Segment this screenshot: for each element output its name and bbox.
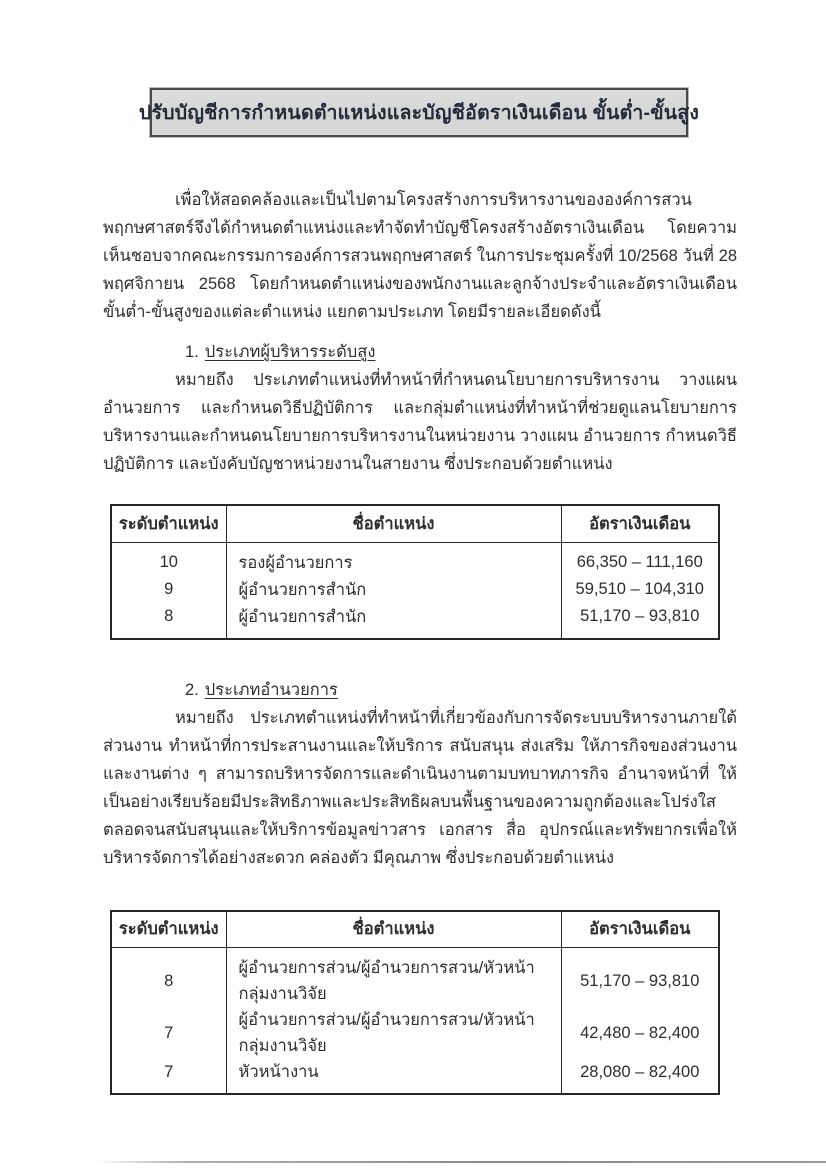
salary-rate-cell: 42,480 – 82,400: [561, 1007, 719, 1059]
salary-rate-cell: 59,510 – 104,310: [561, 576, 719, 604]
intro-paragraph: เพื่อให้สอดคล้องและเป็นไปตามโครงสร้างการบริหารงานขององค์การสวนพฤกษศาสตร์จึงได้กำหนดตำแหน่งและทำจัดทำบัญชีโครงสร้างอัตราเงินเดือน โดยความเห็นชอบจากคณะกรรมการองค์การสวนพฤกษศาสตร์ ในการประชุมครั้งที่ 10/2568 วันที่ 28 พฤศจิกายน 2568 โดยกำหนดตำแหน่งของพนักงานและลูกจ้างประจำและอัตราเงินเดือนขั้นต่ำ-ขั้นสูงของแต่ละตำแหน่ง แยกตามประเภท โดยมีรายละเอียดดังนี้: [103, 191, 737, 321]
scan-artifact-line: [95, 1161, 826, 1163]
column-header-level: ระดับตำแหน่ง: [111, 505, 226, 542]
salary-rate-cell: 51,170 – 93,810: [561, 604, 719, 639]
title-banner: [138, 88, 700, 137]
position-name-cell: ผู้อำนวยการส่วน/ผู้อำนวยการสวน/หัวหน้ากลุ่มงานวิจัย: [226, 1007, 561, 1059]
section-2-number: 2.: [185, 680, 199, 699]
table-header-row: [111, 911, 719, 948]
section-1-heading: [185, 338, 737, 366]
document-title: ปรับบัญชีการกำหนดตำแหน่งและบัญชีอัตราเงินเดือน ขั้นต่ำ-ขั้นสูง: [138, 102, 700, 124]
position-name-cell: ผู้อำนวยการส่วน/ผู้อำนวยการสวน/หัวหน้ากลุ่มงานวิจัย: [226, 948, 561, 1008]
column-header-salary-rate: อัตราเงินเดือน: [561, 911, 719, 948]
section-1-title: ประเภทผู้บริหารระดับสูง: [204, 343, 376, 361]
section-2-title: ประเภทอำนวยการ: [204, 680, 338, 699]
section-2-table: [110, 910, 720, 1096]
table-row: [111, 604, 719, 639]
table-row: [111, 542, 719, 576]
level-cell: 8: [111, 948, 226, 1008]
table-row: [111, 1007, 719, 1059]
table-row: [111, 576, 719, 604]
column-header-salary-rate: อัตราเงินเดือน: [561, 505, 719, 542]
table-row: [111, 1059, 719, 1094]
column-header-position-name: ชื่อตำแหน่ง: [226, 911, 561, 948]
section-2-paragraph: หมายถึง ประเภทตำแหน่งที่ทำหน้าที่เกี่ยวข้องกับการจัดระบบบริหารงานภายใต้ส่วนงาน ทำหน้าที่การประสานงานและให้บริการ สนับสนุน ส่งเสริม ให้ภารกิจของส่วนงานและงานต่าง ๆ สามารถบริหารจัดการและดำเนินงานตามบทบาทภารกิจ อำนาจหน้าที่ ให้เป็นอย่างเรียบร้อยมีประสิทธิภาพและประสิทธิผลบนพื้นฐานของความถูกต้องและโปร่งใส ตลอดจนสนับสนุนและให้บริการข้อมูลข่าวสาร เอกสาร สื่อ อุปกรณ์และทรัพยากรเพื่อให้บริหารจัดการได้อย่างสะดวก คล่องตัว มีคุณภาพ ซึ่งประกอบด้วยตำแหน่ง: [103, 708, 737, 867]
position-name-cell: ผู้อำนวยการสำนัก: [226, 576, 561, 604]
position-name-cell: รองผู้อำนวยการ: [226, 542, 561, 576]
column-header-position-name: ชื่อตำแหน่ง: [226, 505, 561, 542]
section-2-heading: [185, 676, 737, 704]
section-1-number: 1.: [185, 343, 199, 361]
position-name-cell: ผู้อำนวยการสำนัก: [226, 604, 561, 639]
section-1-table: [110, 504, 720, 640]
level-cell: 8: [111, 604, 226, 639]
level-cell: 9: [111, 576, 226, 604]
table-row: [111, 948, 719, 1008]
position-name-cell: หัวหน้างาน: [226, 1059, 561, 1094]
salary-rate-cell: 51,170 – 93,810: [561, 948, 719, 1008]
level-cell: 10: [111, 542, 226, 576]
column-header-level: ระดับตำแหน่ง: [111, 911, 226, 948]
document-body: [103, 186, 737, 1095]
section-1-paragraph: หมายถึง ประเภทตำแหน่งที่ทำหน้าที่กำหนดนโยบายการบริหารงาน วางแผน อำนวยการ และกำหนดวิธีปฏิบัติการ และกลุ่มตำแหน่งที่ทำหน้าที่ช่วยดูแลนโยบายการบริหารงานและกำหนดนโยบายการบริหารงานในหน่วยงาน วางแผน อำนวยการ กำหนดวิธีปฏิบัติการ และบังคับบัญชาหน่วยงานในสายงาน ซึ่งประกอบด้วยตำแหน่ง: [103, 371, 737, 473]
level-cell: 7: [111, 1007, 226, 1059]
salary-rate-cell: 66,350 – 111,160: [561, 542, 719, 576]
table-header-row: [111, 505, 719, 542]
level-cell: 7: [111, 1059, 226, 1094]
salary-rate-cell: 28,080 – 82,400: [561, 1059, 719, 1094]
